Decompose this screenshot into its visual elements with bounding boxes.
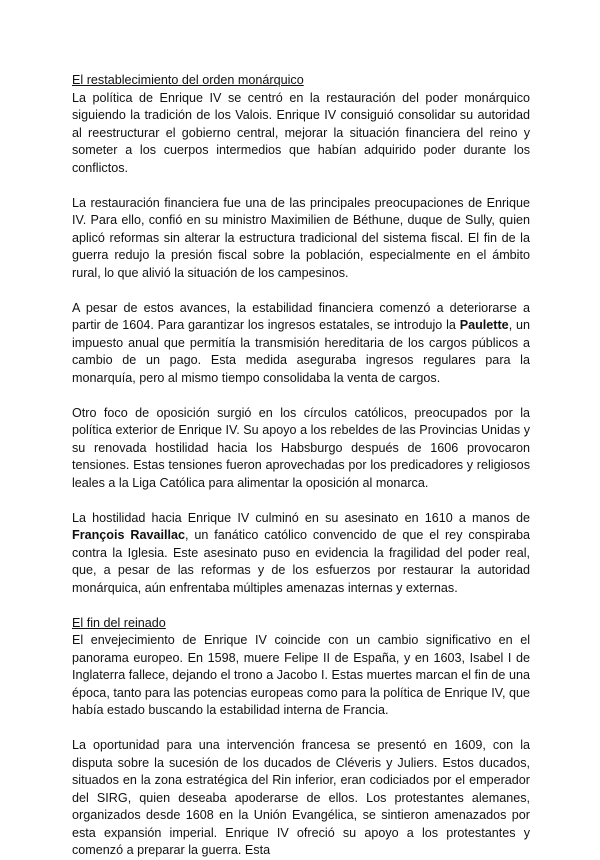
paragraph-envejecimiento: El envejecimiento de Enrique IV coincide con un cambio significativo en el panorama europeo. En 1598, muere Felipe II de España, y en 1603, Isabel I de Inglaterra fallece, dejando el trono a Jacobo I. Estas muertes marcan el fin de una época, tanto para las potencias europeas como para la política de Enrique IV, que había estado buscando la estabilidad interna de Francia. bbox=[72, 633, 530, 717]
paragraph-asesinato bbox=[72, 510, 530, 598]
term-ravaillac: François Ravaillac bbox=[72, 528, 185, 542]
paragraph-politica-enrique: La política de Enrique IV se centró en la restauración del poder monárquico siguiendo la tradición de los Valois. Enrique IV consiguió consolidar su autoridad al reestructurar el gobierno central, mejorar la situación financiera del reino y someter a los cuerpos intermedios que habían adquirido poder durante los conflictos. bbox=[72, 90, 530, 175]
paragraph-asesinato-text-b: , un fanático católico convencido de que el rey conspiraba contra la Iglesia. Este asesinato puso en evidencia la fragilidad del poder real, que, a pesar de las reformas y de los esfuerzos por restaurar la autoridad monárquica, aún enfrentaba múltiples amenazas internas y externas. bbox=[72, 528, 530, 595]
paragraph-paulette-text-b: , un impuesto anual que permitía la transmisión hereditaria de los cargos públicos a cambio de un pago. Esta medida aseguraba ingresos regulares para la monarquía, pero al mismo tiempo consolidaba la venta de cargos. bbox=[72, 318, 530, 385]
paragraph-oportunidad: La oportunidad para una intervención francesa se presentó en 1609, con la disputa sobre la sucesión de los ducados de Cléveris y Juliers. Estos ducados, situados en la zona estratégica del Rin inferior, eran codiciados por el emperador del SIRG, quien deseaba apoderarse de ellos. Los protestantes alemanes, organizados desde 1608 en la Unión Evangélica, se sintieron amenazados por esta expansión imperial. Enrique IV ofreció su apoyo a los protestantes y comenzó a preparar la guerra. Esta bbox=[72, 738, 530, 857]
paragraph-restauracion-financiera: La restauración financiera fue una de las principales preocupaciones de Enrique IV. Para ello, confió en su ministro Maximilien de Béthune, duque de Sully, quien aplicó reformas sin alterar la estructura tradicional del sistema fiscal. El fin de la guerra redujo la presión fiscal sobre la población, especialmente en el ámbito rural, lo que alivió la situación de los campesinos. bbox=[72, 195, 530, 280]
term-paulette: Paulette bbox=[459, 318, 509, 332]
section-heading-fin-reinado: El fin del reinado bbox=[72, 615, 166, 630]
paragraph-asesinato-text-a: La hostilidad hacia Enrique IV culminó en su asesinato en 1610 a manos de bbox=[72, 510, 530, 525]
paragraph-paulette bbox=[72, 300, 530, 388]
paragraph-paulette-text-a: A pesar de estos avances, la estabilidad financiera comenzó a deteriorarse a partir de 1604. Para garantizar los ingresos estatales, se introdujo la bbox=[72, 300, 530, 332]
paragraph-oposicion-catolica: Otro foco de oposición surgió en los círculos católicos, preocupados por la política exterior de Enrique IV. Su apoyo a los rebeldes de las Provincias Unidas y su renovada hostilidad hacia los Habsburgo después de 1606 provocaron tensiones. Estas tensiones fueron aprovechadas por los predicadores y religiosos leales a la Liga Católica para alimentar la oposición al monarca. bbox=[72, 405, 530, 490]
section-heading-restablecimiento: El restablecimiento del orden monárquico bbox=[72, 73, 304, 87]
